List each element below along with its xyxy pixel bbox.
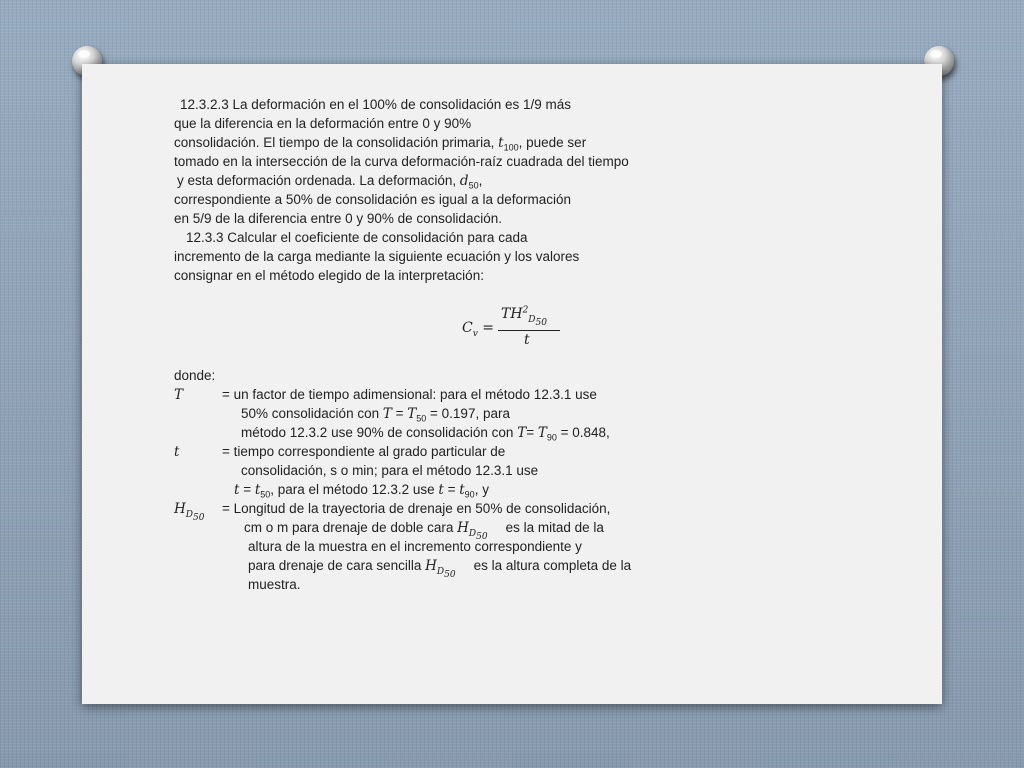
definition-T (174, 385, 694, 404)
definition-line: $t = t_{50}$, para el método 12.3.2 use $t = t_{90}$, y (234, 482, 489, 500)
definition-H (174, 499, 694, 523)
paragraph-line (174, 152, 694, 171)
subscript-50: 50 (468, 180, 479, 191)
equation-lhs: $C_v$ = (462, 320, 494, 339)
definition-line: 50% consolidación con $T = T_{50} = 0.197$, para (241, 406, 510, 424)
definition-line: consolidación, s o min; para el método 12.3.1 use (241, 463, 539, 478)
text: , (478, 173, 483, 188)
definitions-block (174, 366, 694, 594)
equation-denominator: t (524, 332, 530, 348)
paragraph-line (174, 133, 694, 152)
fraction-bar (498, 330, 560, 331)
text: que la diferencia en la deformación entre 0 y 90% (174, 116, 472, 131)
definition-line: altura de la muestra en el incremento correspondiente y (248, 539, 582, 554)
symbol-H: $H_{D_{50}}$ (174, 501, 205, 523)
paragraph-line (174, 114, 694, 133)
text: consignar en el método elegido de la interpretación: (174, 268, 484, 283)
text: donde: (174, 368, 216, 383)
text: incremento de la carga mediante la siguiente ecuación y los valores (174, 249, 580, 264)
definition-line: muestra. (248, 577, 301, 592)
definition-t (174, 442, 694, 461)
paragraph-line (174, 171, 694, 190)
definitions-intro (174, 366, 694, 385)
text: 12.3.2.3 La deformación en el 100% de consolidación es 1/9 más (180, 97, 572, 112)
text: consolidación. El tiempo de la consolidación primaria, (174, 135, 499, 150)
equation-numerator: $TH^2_{D_{50}}$ (501, 305, 547, 328)
paragraph-line (174, 95, 694, 114)
symbol-T: T (174, 387, 184, 403)
text: y esta deformación ordenada. La deformación, (177, 173, 460, 188)
text: correspondiente a 50% de consolidación es igual a la deformación (174, 192, 572, 207)
text: tomado en la intersección de la curva deformación-raíz cuadrada del tiempo (174, 154, 629, 169)
text: en 5/9 de la diferencia entre 0 y 90% de consolidación. (174, 211, 502, 226)
text: = tiempo correspondiente al grado particular de (222, 444, 506, 459)
text: 12.3.3 Calcular el coeficiente de consolidación para cada (186, 230, 528, 245)
symbol-t: t (498, 135, 504, 151)
symbol-t: t (174, 444, 180, 460)
definition-line: método 12.3.2 use 90% de consolidación con $T= T_{90} = 0.848$, (241, 425, 610, 443)
paragraph-line (174, 228, 694, 247)
text-block-12323 (174, 95, 694, 285)
definition-line: cm o m para drenaje de doble cara $H_{D_{50}}es$ la mitad de la (244, 520, 604, 542)
paragraph-line (174, 190, 694, 209)
text: , puede ser (518, 135, 587, 150)
paragraph-line (174, 247, 694, 266)
text: = un factor de tiempo adimensional: para el método 12.3.1 use (222, 387, 597, 402)
symbol-d: d (459, 173, 469, 189)
paragraph-line (174, 266, 694, 285)
subscript-100: 100 (503, 142, 519, 153)
definition-line: para drenaje de cara sencilla $H_{D_{50}}es$ la altura completa de la (248, 558, 632, 580)
paragraph-line (174, 209, 694, 228)
text: = Longitud de la trayectoria de drenaje en 50% de consolidación, (222, 501, 611, 516)
